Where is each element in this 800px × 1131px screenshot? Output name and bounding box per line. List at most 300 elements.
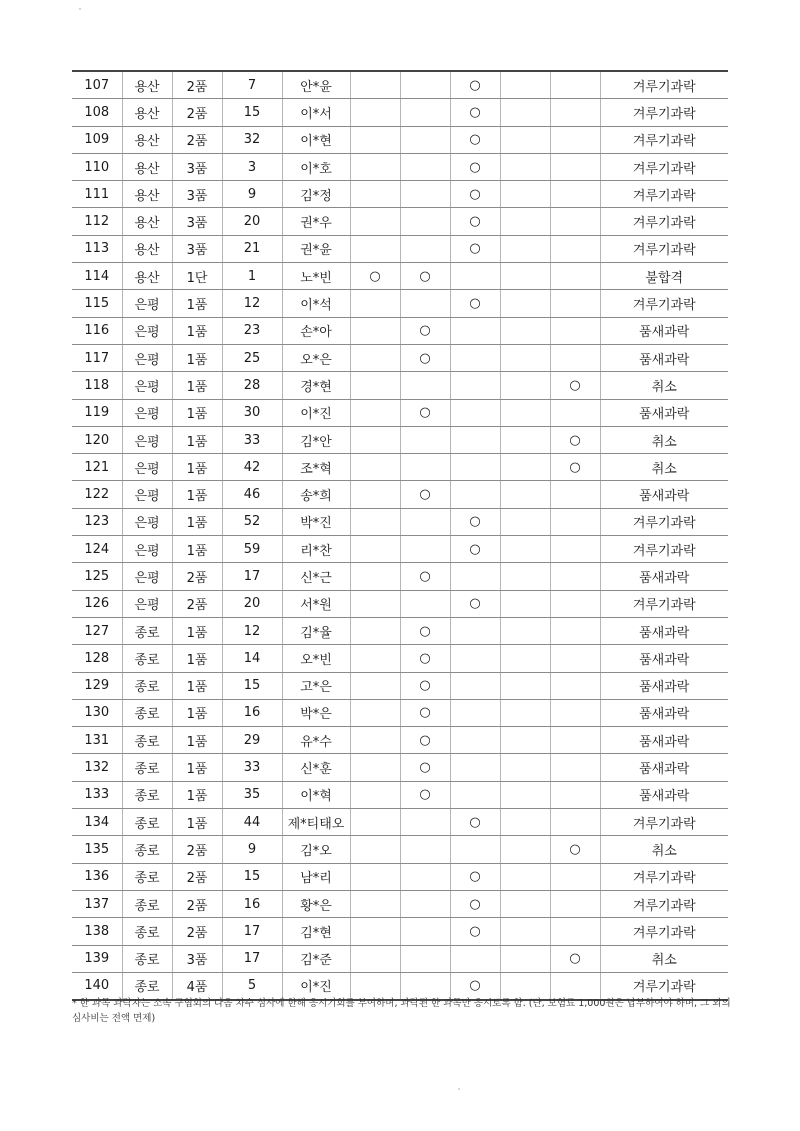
result-cell: 겨루기과락 xyxy=(600,536,728,563)
name-cell: 이*호 xyxy=(282,153,350,180)
result-cell: 품새과락 xyxy=(600,727,728,754)
mark-cell-1 xyxy=(350,208,400,235)
mark-cell-4 xyxy=(500,126,550,153)
mark-cell-1 xyxy=(350,481,400,508)
branch-cell: 종로 xyxy=(122,781,172,808)
exam-number-cell: 17 xyxy=(222,918,282,945)
mark-cell-2 xyxy=(400,426,450,453)
row-number: 123 xyxy=(72,508,122,535)
mark-cell-5 xyxy=(550,890,600,917)
result-cell: 겨루기과락 xyxy=(600,181,728,208)
results-table-body xyxy=(72,71,728,1000)
branch-cell: 종로 xyxy=(122,863,172,890)
mark-cell-2 xyxy=(400,454,450,481)
row-number: 122 xyxy=(72,481,122,508)
mark-cell-4 xyxy=(500,71,550,99)
table-row xyxy=(72,727,728,754)
mark-cell-4 xyxy=(500,918,550,945)
row-number: 107 xyxy=(72,71,122,99)
mark-cell-5 xyxy=(550,208,600,235)
name-cell: 유*수 xyxy=(282,727,350,754)
exam-number-cell: 17 xyxy=(222,945,282,972)
branch-cell: 종로 xyxy=(122,754,172,781)
name-cell: 권*우 xyxy=(282,208,350,235)
mark-cell-4 xyxy=(500,454,550,481)
result-cell: 겨루기과락 xyxy=(600,290,728,317)
table-row xyxy=(72,71,728,99)
mark-cell-2: ○ xyxy=(400,727,450,754)
row-number: 116 xyxy=(72,317,122,344)
mark-cell-3: ○ xyxy=(450,153,500,180)
mark-cell-3: ○ xyxy=(450,890,500,917)
grade-cell: 1품 xyxy=(172,754,222,781)
name-cell: 리*찬 xyxy=(282,536,350,563)
row-number: 125 xyxy=(72,563,122,590)
row-number: 108 xyxy=(72,99,122,126)
name-cell: 경*현 xyxy=(282,372,350,399)
name-cell: 오*은 xyxy=(282,344,350,371)
mark-cell-3 xyxy=(450,481,500,508)
mark-cell-2 xyxy=(400,71,450,99)
mark-cell-5 xyxy=(550,153,600,180)
mark-cell-2 xyxy=(400,508,450,535)
scan-speck xyxy=(458,1088,460,1090)
mark-cell-5 xyxy=(550,754,600,781)
mark-cell-3: ○ xyxy=(450,235,500,262)
exam-number-cell: 23 xyxy=(222,317,282,344)
mark-cell-4 xyxy=(500,181,550,208)
result-cell: 겨루기과락 xyxy=(600,208,728,235)
mark-cell-4 xyxy=(500,754,550,781)
mark-cell-4 xyxy=(500,836,550,863)
mark-cell-3: ○ xyxy=(450,126,500,153)
grade-cell: 4품 xyxy=(172,972,222,1000)
mark-cell-1 xyxy=(350,99,400,126)
mark-cell-1 xyxy=(350,126,400,153)
mark-cell-1 xyxy=(350,344,400,371)
name-cell: 박*은 xyxy=(282,699,350,726)
exam-number-cell: 14 xyxy=(222,645,282,672)
row-number: 130 xyxy=(72,699,122,726)
name-cell: 이*진 xyxy=(282,399,350,426)
mark-cell-1: ○ xyxy=(350,263,400,290)
mark-cell-4 xyxy=(500,672,550,699)
row-number: 126 xyxy=(72,590,122,617)
exam-number-cell: 30 xyxy=(222,399,282,426)
grade-cell: 1품 xyxy=(172,617,222,644)
grade-cell: 3품 xyxy=(172,181,222,208)
branch-cell: 용산 xyxy=(122,99,172,126)
table-row xyxy=(72,399,728,426)
mark-cell-3: ○ xyxy=(450,590,500,617)
mark-cell-4 xyxy=(500,863,550,890)
mark-cell-4 xyxy=(500,781,550,808)
name-cell: 서*원 xyxy=(282,590,350,617)
branch-cell: 종로 xyxy=(122,617,172,644)
mark-cell-2: ○ xyxy=(400,481,450,508)
name-cell: 김*오 xyxy=(282,836,350,863)
grade-cell: 2품 xyxy=(172,918,222,945)
grade-cell: 1품 xyxy=(172,481,222,508)
grade-cell: 1품 xyxy=(172,426,222,453)
branch-cell: 은평 xyxy=(122,372,172,399)
grade-cell: 1품 xyxy=(172,699,222,726)
exam-number-cell: 28 xyxy=(222,372,282,399)
mark-cell-3 xyxy=(450,699,500,726)
branch-cell: 용산 xyxy=(122,263,172,290)
grade-cell: 1품 xyxy=(172,290,222,317)
row-number: 115 xyxy=(72,290,122,317)
mark-cell-1 xyxy=(350,699,400,726)
mark-cell-3 xyxy=(450,672,500,699)
mark-cell-4 xyxy=(500,99,550,126)
mark-cell-5 xyxy=(550,126,600,153)
mark-cell-2: ○ xyxy=(400,317,450,344)
mark-cell-5 xyxy=(550,481,600,508)
mark-cell-5 xyxy=(550,590,600,617)
mark-cell-1 xyxy=(350,317,400,344)
grade-cell: 2품 xyxy=(172,863,222,890)
branch-cell: 은평 xyxy=(122,290,172,317)
row-number: 139 xyxy=(72,945,122,972)
mark-cell-2 xyxy=(400,99,450,126)
result-cell: 겨루기과락 xyxy=(600,918,728,945)
mark-cell-5 xyxy=(550,235,600,262)
exam-number-cell: 9 xyxy=(222,181,282,208)
branch-cell: 은평 xyxy=(122,536,172,563)
mark-cell-4 xyxy=(500,208,550,235)
mark-cell-3 xyxy=(450,754,500,781)
mark-cell-4 xyxy=(500,344,550,371)
mark-cell-4 xyxy=(500,645,550,672)
mark-cell-1 xyxy=(350,645,400,672)
exam-number-cell: 59 xyxy=(222,536,282,563)
mark-cell-3 xyxy=(450,836,500,863)
grade-cell: 3품 xyxy=(172,235,222,262)
name-cell: 조*혁 xyxy=(282,454,350,481)
result-cell: 겨루기과락 xyxy=(600,71,728,99)
exam-number-cell: 32 xyxy=(222,126,282,153)
row-number: 112 xyxy=(72,208,122,235)
branch-cell: 종로 xyxy=(122,809,172,836)
exam-number-cell: 42 xyxy=(222,454,282,481)
result-cell: 취소 xyxy=(600,454,728,481)
mark-cell-4 xyxy=(500,536,550,563)
branch-cell: 은평 xyxy=(122,344,172,371)
table-row xyxy=(72,699,728,726)
table-row xyxy=(72,754,728,781)
table-row xyxy=(72,781,728,808)
name-cell: 이*혁 xyxy=(282,781,350,808)
mark-cell-1 xyxy=(350,863,400,890)
branch-cell: 용산 xyxy=(122,153,172,180)
result-cell: 취소 xyxy=(600,945,728,972)
table-row xyxy=(72,372,728,399)
mark-cell-3 xyxy=(450,399,500,426)
table-row xyxy=(72,563,728,590)
mark-cell-3 xyxy=(450,426,500,453)
mark-cell-5 xyxy=(550,344,600,371)
mark-cell-4 xyxy=(500,563,550,590)
name-cell: 김*현 xyxy=(282,918,350,945)
mark-cell-5 xyxy=(550,290,600,317)
mark-cell-1 xyxy=(350,754,400,781)
mark-cell-1 xyxy=(350,918,400,945)
table-row xyxy=(72,863,728,890)
mark-cell-2: ○ xyxy=(400,672,450,699)
branch-cell: 종로 xyxy=(122,918,172,945)
mark-cell-2 xyxy=(400,235,450,262)
row-number: 131 xyxy=(72,727,122,754)
mark-cell-2: ○ xyxy=(400,699,450,726)
table-row xyxy=(72,617,728,644)
row-number: 138 xyxy=(72,918,122,945)
mark-cell-4 xyxy=(500,617,550,644)
result-cell: 겨루기과락 xyxy=(600,590,728,617)
name-cell: 손*아 xyxy=(282,317,350,344)
row-number: 140 xyxy=(72,972,122,1000)
exam-number-cell: 15 xyxy=(222,863,282,890)
mark-cell-3 xyxy=(450,344,500,371)
mark-cell-3: ○ xyxy=(450,99,500,126)
mark-cell-1 xyxy=(350,590,400,617)
grade-cell: 2품 xyxy=(172,836,222,863)
mark-cell-5 xyxy=(550,699,600,726)
grade-cell: 3품 xyxy=(172,208,222,235)
mark-cell-4 xyxy=(500,809,550,836)
name-cell: 안*윤 xyxy=(282,71,350,99)
result-cell: 품새과락 xyxy=(600,344,728,371)
branch-cell: 은평 xyxy=(122,508,172,535)
result-cell: 겨루기과락 xyxy=(600,508,728,535)
mark-cell-4 xyxy=(500,426,550,453)
mark-cell-2 xyxy=(400,290,450,317)
branch-cell: 종로 xyxy=(122,672,172,699)
grade-cell: 1품 xyxy=(172,344,222,371)
row-number: 110 xyxy=(72,153,122,180)
mark-cell-1 xyxy=(350,617,400,644)
branch-cell: 종로 xyxy=(122,727,172,754)
result-cell: 품새과락 xyxy=(600,481,728,508)
row-number: 127 xyxy=(72,617,122,644)
result-cell: 취소 xyxy=(600,836,728,863)
row-number: 117 xyxy=(72,344,122,371)
exam-number-cell: 52 xyxy=(222,508,282,535)
mark-cell-1 xyxy=(350,781,400,808)
branch-cell: 종로 xyxy=(122,972,172,1000)
mark-cell-3: ○ xyxy=(450,972,500,1000)
exam-number-cell: 16 xyxy=(222,890,282,917)
mark-cell-1 xyxy=(350,809,400,836)
table-row xyxy=(72,208,728,235)
grade-cell: 1품 xyxy=(172,399,222,426)
result-cell: 겨루기과락 xyxy=(600,863,728,890)
row-number: 129 xyxy=(72,672,122,699)
mark-cell-2 xyxy=(400,945,450,972)
mark-cell-5 xyxy=(550,863,600,890)
mark-cell-5 xyxy=(550,399,600,426)
mark-cell-2 xyxy=(400,126,450,153)
mark-cell-3: ○ xyxy=(450,290,500,317)
mark-cell-1 xyxy=(350,235,400,262)
mark-cell-3: ○ xyxy=(450,208,500,235)
table-row xyxy=(72,181,728,208)
grade-cell: 2품 xyxy=(172,563,222,590)
mark-cell-2: ○ xyxy=(400,563,450,590)
mark-cell-1 xyxy=(350,536,400,563)
mark-cell-4 xyxy=(500,290,550,317)
exam-number-cell: 46 xyxy=(222,481,282,508)
mark-cell-4 xyxy=(500,235,550,262)
mark-cell-2 xyxy=(400,918,450,945)
mark-cell-3 xyxy=(450,617,500,644)
row-number: 134 xyxy=(72,809,122,836)
result-cell: 취소 xyxy=(600,426,728,453)
mark-cell-5: ○ xyxy=(550,372,600,399)
mark-cell-5 xyxy=(550,672,600,699)
grade-cell: 1품 xyxy=(172,809,222,836)
result-cell: 불합격 xyxy=(600,263,728,290)
row-number: 132 xyxy=(72,754,122,781)
grade-cell: 1품 xyxy=(172,727,222,754)
results-table xyxy=(72,70,728,1001)
mark-cell-3: ○ xyxy=(450,536,500,563)
grade-cell: 1단 xyxy=(172,263,222,290)
exam-number-cell: 20 xyxy=(222,208,282,235)
mark-cell-5: ○ xyxy=(550,454,600,481)
grade-cell: 1품 xyxy=(172,454,222,481)
mark-cell-3: ○ xyxy=(450,508,500,535)
branch-cell: 은평 xyxy=(122,399,172,426)
table-row xyxy=(72,153,728,180)
grade-cell: 1품 xyxy=(172,372,222,399)
mark-cell-5 xyxy=(550,536,600,563)
result-cell: 품새과락 xyxy=(600,645,728,672)
mark-cell-3 xyxy=(450,945,500,972)
mark-cell-1 xyxy=(350,672,400,699)
result-cell: 품새과락 xyxy=(600,781,728,808)
branch-cell: 용산 xyxy=(122,126,172,153)
mark-cell-3: ○ xyxy=(450,809,500,836)
mark-cell-1 xyxy=(350,508,400,535)
mark-cell-1 xyxy=(350,71,400,99)
result-cell: 품새과락 xyxy=(600,399,728,426)
mark-cell-4 xyxy=(500,317,550,344)
table-row xyxy=(72,672,728,699)
exam-number-cell: 15 xyxy=(222,672,282,699)
mark-cell-4 xyxy=(500,890,550,917)
table-row xyxy=(72,481,728,508)
mark-cell-4 xyxy=(500,399,550,426)
branch-cell: 은평 xyxy=(122,426,172,453)
mark-cell-2 xyxy=(400,536,450,563)
mark-cell-5: ○ xyxy=(550,836,600,863)
exam-number-cell: 1 xyxy=(222,263,282,290)
mark-cell-1 xyxy=(350,399,400,426)
exam-number-cell: 16 xyxy=(222,699,282,726)
mark-cell-5 xyxy=(550,263,600,290)
mark-cell-4 xyxy=(500,508,550,535)
branch-cell: 용산 xyxy=(122,235,172,262)
footnote: * 한 과목 과락자는 소속 구협회의 다음 차수 심사에 한해 응시기회를 부여하며, 과락된 한 과목만 응시토록 함. (단, 보험료 1,000원은 납부하여야 하며, 그 외의 심사비는 전액 면제) xyxy=(72,998,731,1024)
mark-cell-4 xyxy=(500,153,550,180)
mark-cell-4 xyxy=(500,590,550,617)
mark-cell-5 xyxy=(550,71,600,99)
result-cell: 품새과락 xyxy=(600,317,728,344)
grade-cell: 2품 xyxy=(172,590,222,617)
mark-cell-3 xyxy=(450,317,500,344)
exam-number-cell: 20 xyxy=(222,590,282,617)
exam-number-cell: 35 xyxy=(222,781,282,808)
name-cell: 권*윤 xyxy=(282,235,350,262)
table-row xyxy=(72,536,728,563)
mark-cell-5 xyxy=(550,317,600,344)
grade-cell: 1품 xyxy=(172,672,222,699)
row-number: 137 xyxy=(72,890,122,917)
exam-number-cell: 15 xyxy=(222,99,282,126)
branch-cell: 용산 xyxy=(122,71,172,99)
exam-number-cell: 3 xyxy=(222,153,282,180)
mark-cell-5 xyxy=(550,727,600,754)
mark-cell-1 xyxy=(350,290,400,317)
row-number: 111 xyxy=(72,181,122,208)
mark-cell-2: ○ xyxy=(400,263,450,290)
mark-cell-3: ○ xyxy=(450,863,500,890)
mark-cell-2: ○ xyxy=(400,645,450,672)
exam-number-cell: 21 xyxy=(222,235,282,262)
exam-number-cell: 33 xyxy=(222,426,282,453)
mark-cell-2: ○ xyxy=(400,754,450,781)
row-number: 128 xyxy=(72,645,122,672)
row-number: 135 xyxy=(72,836,122,863)
row-number: 113 xyxy=(72,235,122,262)
name-cell: 김*정 xyxy=(282,181,350,208)
name-cell: 이*진 xyxy=(282,972,350,1000)
table-row xyxy=(72,836,728,863)
row-number: 109 xyxy=(72,126,122,153)
result-cell: 겨루기과락 xyxy=(600,809,728,836)
row-number: 114 xyxy=(72,263,122,290)
name-cell: 황*은 xyxy=(282,890,350,917)
mark-cell-4 xyxy=(500,699,550,726)
name-cell: 노*빈 xyxy=(282,263,350,290)
grade-cell: 2품 xyxy=(172,71,222,99)
mark-cell-4 xyxy=(500,727,550,754)
mark-cell-5 xyxy=(550,617,600,644)
mark-cell-2 xyxy=(400,890,450,917)
result-cell: 취소 xyxy=(600,372,728,399)
table-row xyxy=(72,945,728,972)
result-cell: 겨루기과락 xyxy=(600,153,728,180)
mark-cell-5 xyxy=(550,181,600,208)
mark-cell-3 xyxy=(450,372,500,399)
mark-cell-5 xyxy=(550,918,600,945)
grade-cell: 1품 xyxy=(172,536,222,563)
name-cell: 신*훈 xyxy=(282,754,350,781)
result-cell: 겨루기과락 xyxy=(600,235,728,262)
mark-cell-4 xyxy=(500,372,550,399)
mark-cell-3 xyxy=(450,454,500,481)
mark-cell-2 xyxy=(400,208,450,235)
mark-cell-1 xyxy=(350,563,400,590)
mark-cell-1 xyxy=(350,890,400,917)
branch-cell: 종로 xyxy=(122,890,172,917)
result-cell: 겨루기과락 xyxy=(600,972,728,1000)
mark-cell-4 xyxy=(500,263,550,290)
mark-cell-2: ○ xyxy=(400,344,450,371)
grade-cell: 3품 xyxy=(172,153,222,180)
exam-number-cell: 17 xyxy=(222,563,282,590)
